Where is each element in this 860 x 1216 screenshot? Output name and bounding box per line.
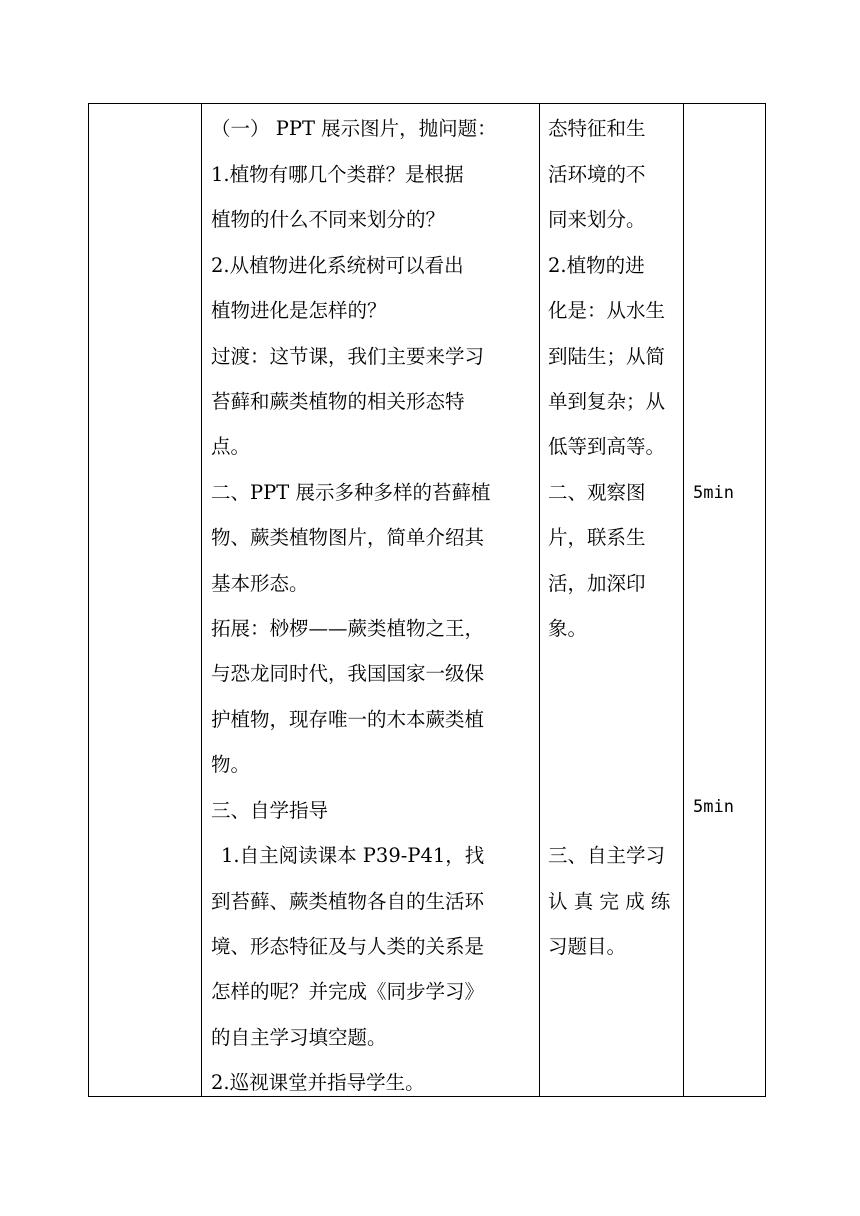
text-line: 2.从植物进化系统树可以看出 — [211, 254, 464, 277]
text-line: 象。 — [548, 617, 588, 640]
lesson-table — [88, 103, 766, 1097]
text-line: 物。 — [211, 753, 251, 776]
text-line: 1.植物有哪几个类群？是根据 — [211, 163, 464, 186]
text-line: 2.植物的进 — [548, 254, 645, 277]
text-line: 活环境的不 — [548, 163, 646, 186]
text-line: 三、自学指导 — [211, 799, 329, 822]
text-line: 护植物，现存唯一的木本蕨类植 — [211, 708, 485, 731]
text-line: 点。 — [211, 435, 251, 458]
text-line: 怎样的呢？并完成《同步学习》 — [211, 980, 485, 1003]
text-line: 植物进化是怎样的？ — [211, 299, 387, 322]
text-line: 同来划分。 — [548, 208, 646, 231]
text-line: 基本形态。 — [211, 572, 309, 595]
text-line: 低等到高等。 — [548, 435, 666, 458]
column-divider — [539, 104, 540, 1096]
text-line: 化是：从水生 — [548, 299, 666, 322]
text-line: 植物的什么不同来划分的？ — [211, 208, 446, 231]
text-line: 单到复杂；从 — [548, 390, 666, 413]
text-line: 拓展：桫椤——蕨类植物之王， — [211, 617, 485, 640]
text-line: 到苔藓、蕨类植物各自的生活环 — [211, 890, 485, 913]
time-value: 5min — [693, 797, 734, 817]
text-line: 二、观察图 — [548, 481, 646, 504]
time-value: 5min — [693, 483, 734, 503]
text-line: （一） PPT 展示图片，抛问题： — [211, 117, 497, 140]
text-line: 习题目。 — [548, 935, 627, 958]
text-line: 与恐龙同时代，我国国家一级保 — [211, 662, 485, 685]
text-line: 的自主学习填空题。 — [211, 1026, 387, 1049]
text-line: 过渡：这节课，我们主要来学习 — [211, 345, 485, 368]
text-line: 苔藓和蕨类植物的相关形态特 — [211, 390, 465, 413]
text-line: 态特征和生 — [548, 117, 646, 140]
text-line: 认 真 完 成 练 — [548, 890, 671, 913]
text-line: 二、PPT 展示多种多样的苔藓植 — [211, 481, 491, 504]
column-divider — [201, 104, 202, 1096]
column-divider — [683, 104, 684, 1096]
text-line: 境、形态特征及与人类的关系是 — [211, 935, 485, 958]
text-line: 三、自主学习 — [548, 844, 666, 867]
text-line: 2.巡视课堂并指导学生。 — [211, 1071, 425, 1094]
text-line: 1.自主阅读课本 P39-P41，找 — [221, 844, 485, 867]
text-line: 到陆生；从简 — [548, 345, 666, 368]
text-line: 活，加深印 — [548, 572, 646, 595]
text-line: 物、蕨类植物图片，简单介绍其 — [211, 526, 485, 549]
text-line: 片，联系生 — [548, 526, 646, 549]
